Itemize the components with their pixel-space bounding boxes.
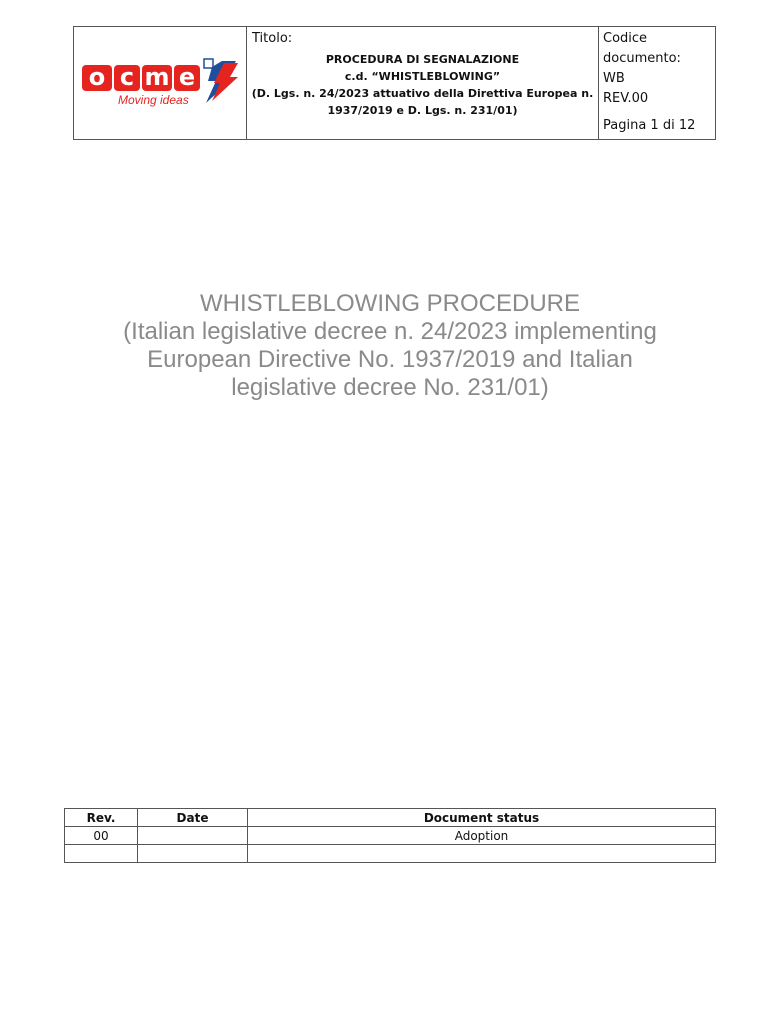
column-header-date: Date <box>138 809 248 827</box>
column-header-rev: Rev. <box>65 809 138 827</box>
column-header-status: Document status <box>248 809 716 827</box>
document-title-line: European Directive No. 1937/2019 and Italian <box>147 346 633 373</box>
page-number: Pagina 1 di 12 <box>603 118 696 133</box>
table-cell-status <box>248 845 716 863</box>
header-title-line: 1937/2019 e D. Lgs. n. 231/01) <box>327 104 518 117</box>
document-title-line: WHISTLEBLOWING PROCEDURE <box>199 290 581 317</box>
table-header-row <box>65 809 716 827</box>
logo-letter: o <box>82 65 112 91</box>
logo-bolt-icon <box>200 57 246 105</box>
table-cell-date <box>138 827 248 845</box>
company-logo <box>82 65 200 91</box>
document-code-cell <box>599 27 715 139</box>
document-code-line: REV.00 <box>603 91 649 106</box>
table-cell-status: Adoption <box>248 827 716 845</box>
document-header <box>73 26 716 140</box>
table-row <box>65 827 716 845</box>
document-code-line: Codice <box>603 31 648 46</box>
logo-letter: e <box>174 65 200 91</box>
document-title <box>60 290 720 402</box>
header-title-line: PROCEDURA DI SEGNALAZIONE <box>325 53 520 66</box>
table-cell-rev: 00 <box>65 827 138 845</box>
header-title-line: (D. Lgs. n. 24/2023 attuativo della Direttiva Europea n. <box>251 87 594 100</box>
document-code-line: WB <box>603 71 625 86</box>
table-cell-rev <box>65 845 138 863</box>
document-title-line: (Italian legislative decree n. 24/2023 implementing <box>123 318 657 345</box>
logo-letter: m <box>142 65 172 91</box>
table-cell-date <box>138 845 248 863</box>
header-title-line: c.d. “WHISTLEBLOWING” <box>344 70 501 83</box>
logo-tagline: Moving ideas <box>118 93 189 107</box>
titolo-label: Titolo: <box>252 31 293 46</box>
header-title <box>247 51 598 119</box>
document-title-line: legislative decree No. 231/01) <box>231 374 549 401</box>
logo-letter: c <box>114 65 140 91</box>
table-row <box>65 845 716 863</box>
title-cell <box>247 27 599 139</box>
document-code <box>603 29 681 109</box>
document-code-line: documento: <box>603 51 681 66</box>
revision-table <box>64 808 716 863</box>
logo-cell <box>74 27 247 139</box>
